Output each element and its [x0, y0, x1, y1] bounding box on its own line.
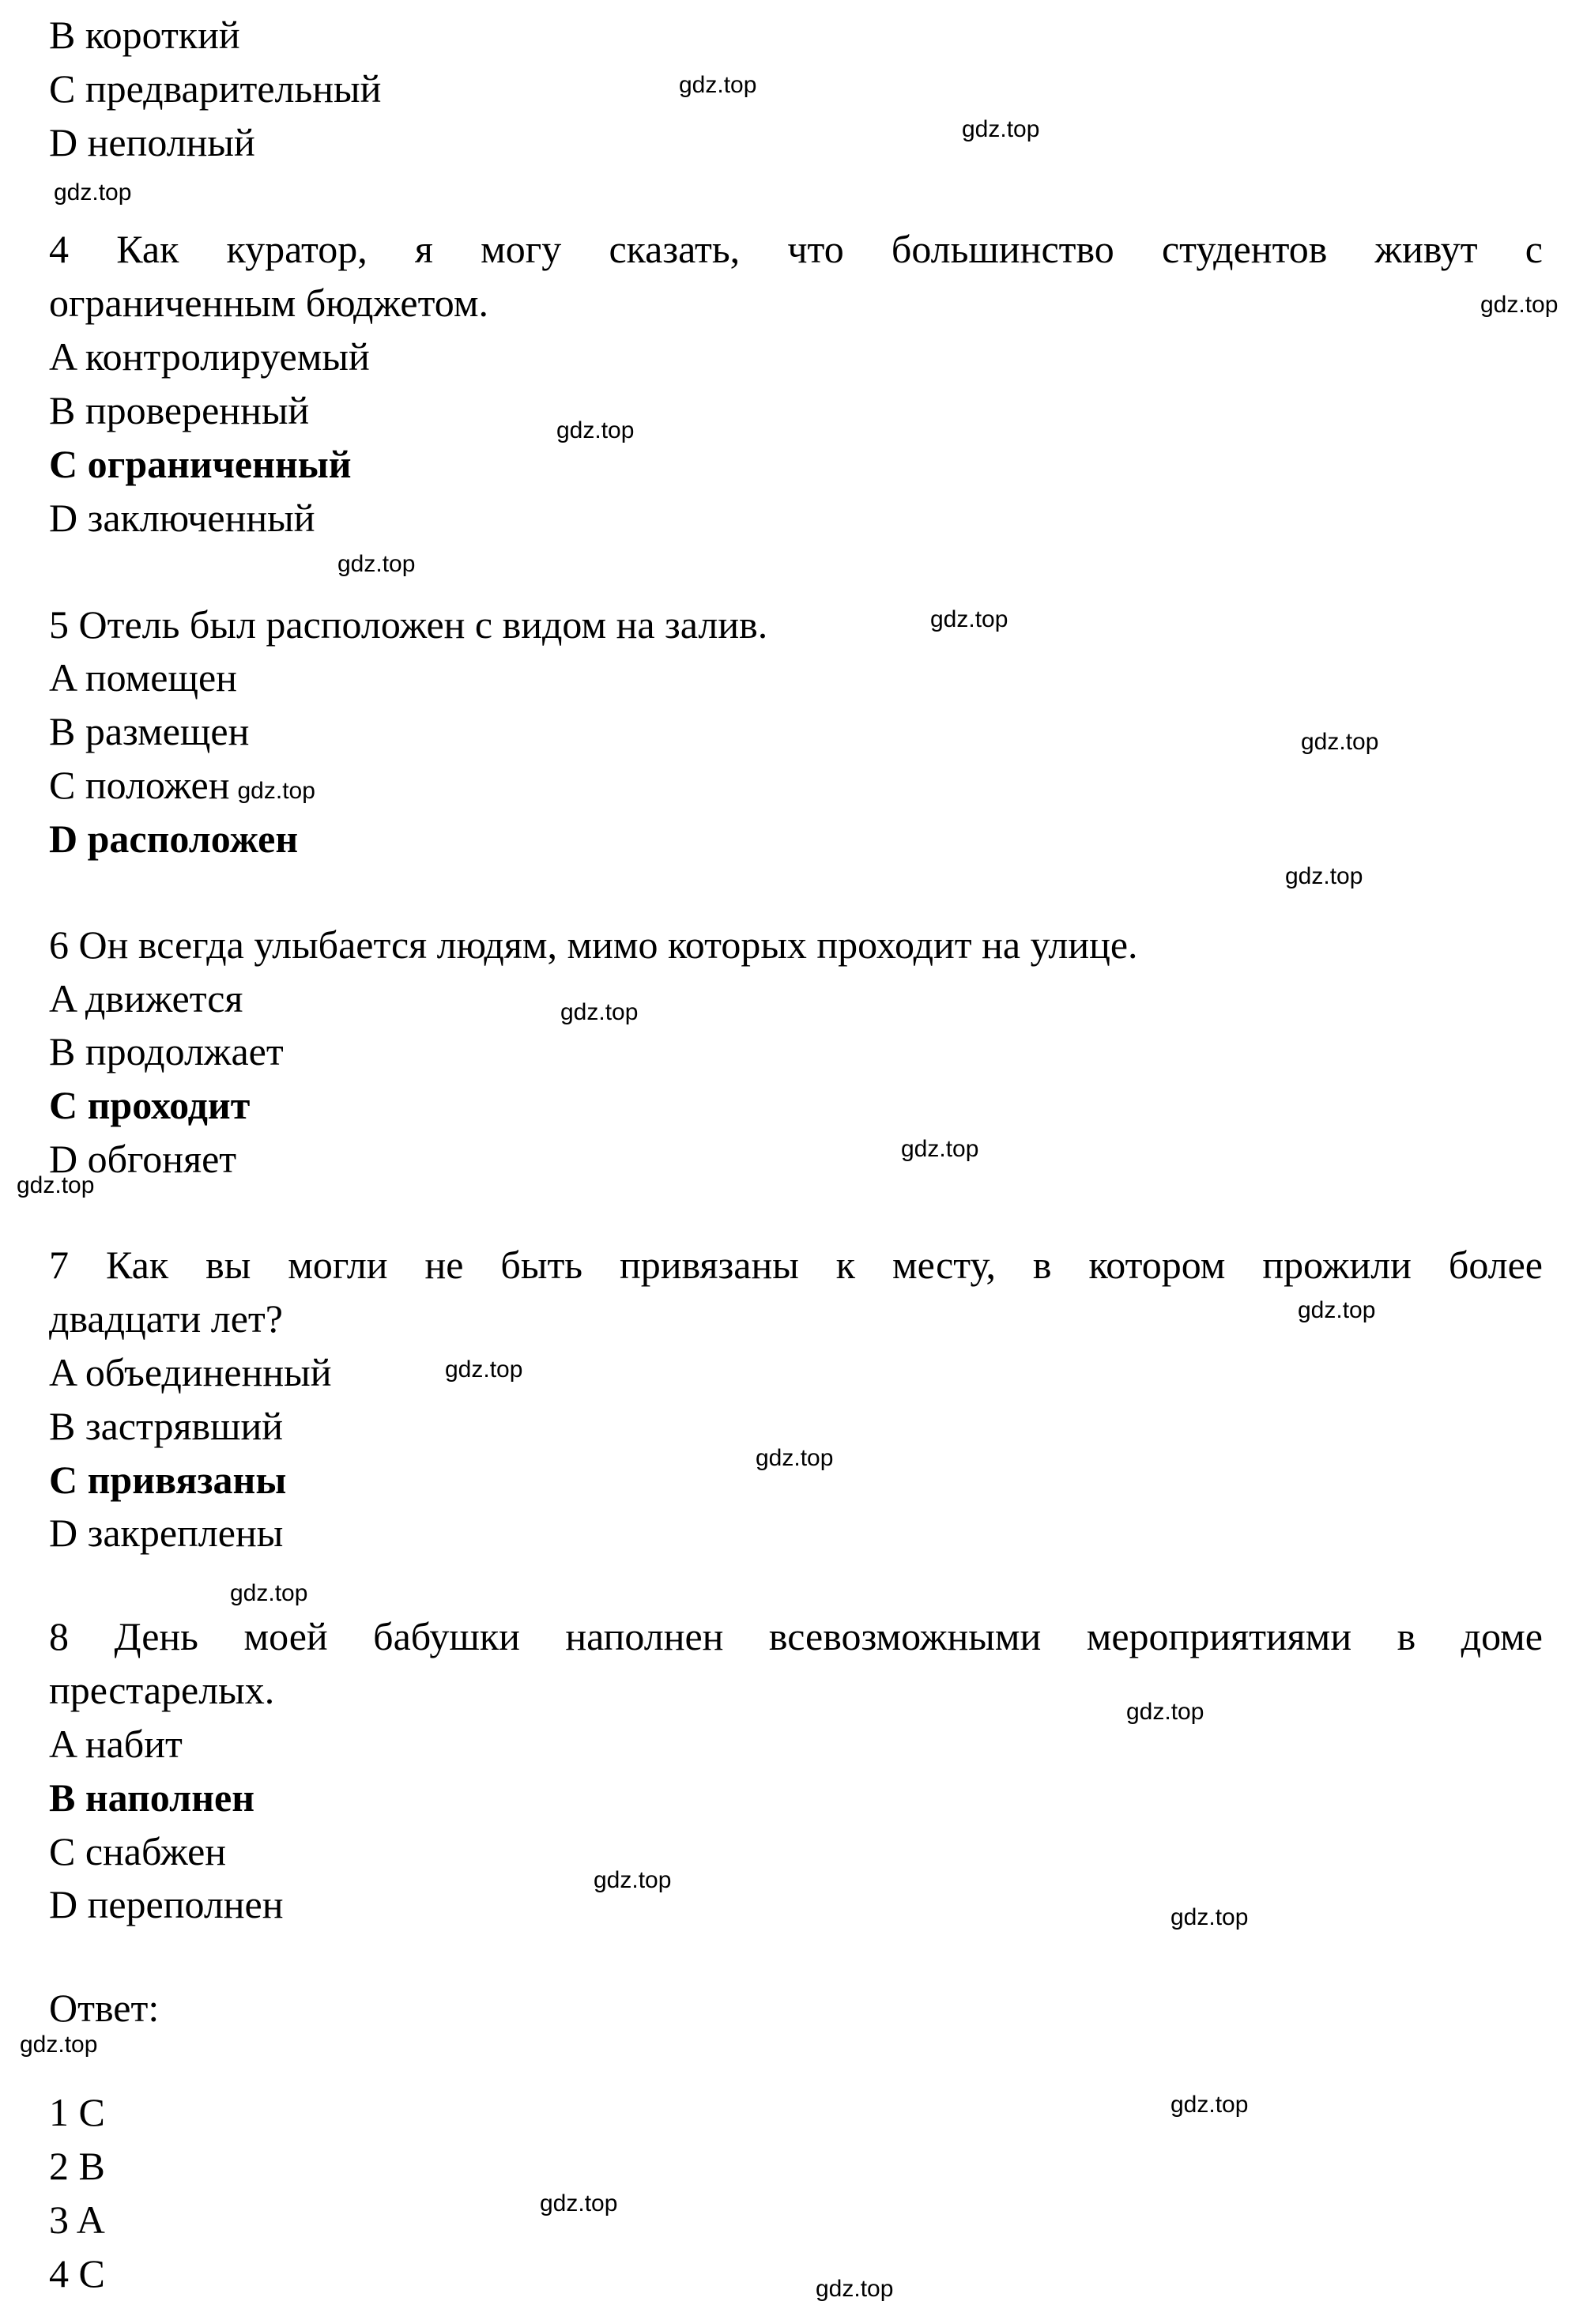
option-line: C снабжен [49, 1829, 227, 1873]
option-line: D переполнен [49, 1882, 284, 1926]
watermark-text: gdz.top [560, 999, 639, 1025]
watermark-text: gdz.top [679, 72, 757, 98]
answer-option-line: C ограниченный [49, 442, 352, 486]
option-line: D обгоняет [49, 1137, 237, 1181]
option-line: B продолжает [49, 1029, 284, 1073]
question-line: 5 Отель был расположен с видом на залив. [49, 602, 768, 647]
answer-option-line: C привязаны [49, 1458, 287, 1502]
option-line: B размещен [49, 709, 250, 753]
watermark-text: gdz.top [1170, 2092, 1249, 2118]
answer-item: 3 A [49, 2198, 105, 2242]
watermark-text: gdz.top [1480, 292, 1559, 318]
option-line: A движется [49, 976, 243, 1021]
watermark-text: gdz.top [756, 1445, 834, 1471]
watermark-text: gdz.top [930, 606, 1008, 632]
watermark-text: gdz.top [1170, 1904, 1249, 1930]
question-line: двадцати лет? [49, 1296, 283, 1341]
answer-item: 2 B [49, 2144, 105, 2188]
watermark-text: gdz.top [816, 2276, 894, 2302]
watermark-text: gdz.top [20, 2032, 98, 2058]
option-line: B застрявший [49, 1404, 284, 1448]
option-text: C положен [49, 763, 230, 807]
watermark-text: gdz.top [594, 1867, 672, 1893]
option-line: D неполный [49, 120, 255, 164]
question-line: ограниченным бюджетом. [49, 281, 488, 325]
answer-option-line: C проходит [49, 1083, 251, 1127]
watermark-text: gdz.top [556, 417, 635, 443]
watermark-text: gdz.top [1126, 1699, 1204, 1725]
watermark-text: gdz.top [540, 2190, 618, 2216]
option-line: D закреплены [49, 1511, 284, 1555]
question-line: 7 Как вы могли не быть привязаны к месту, в котором прожили более [49, 1243, 1543, 1287]
watermark-text: gdz.top [337, 551, 416, 577]
watermark-text: gdz.top [17, 1172, 95, 1198]
option-line: C предварительный [49, 66, 382, 111]
option-line: B короткий [49, 13, 240, 57]
watermark-text: gdz.top [54, 179, 132, 206]
option-line: A объединенный [49, 1350, 332, 1394]
option-line: A контролируемый [49, 334, 370, 379]
question-line: 4 Как куратор, я могу сказать, что большинство студентов живут с [49, 227, 1543, 271]
answer-option-line: D расположен [49, 817, 299, 861]
watermark-text: gdz.top [962, 116, 1040, 142]
answer-option-line: B наполнен [49, 1775, 255, 1820]
question-line: престарелых. [49, 1668, 275, 1712]
option-line [49, 758, 315, 818]
watermark-text: gdz.top [237, 778, 315, 804]
watermark-text: gdz.top [230, 1580, 308, 1606]
question-line: 6 Он всегда улыбается людям, мимо которых проходит на улице. [49, 922, 1138, 967]
watermark-text: gdz.top [445, 1356, 523, 1383]
answer-item: 4 C [49, 2251, 105, 2296]
watermark-text: gdz.top [1301, 729, 1379, 755]
option-line: A набит [49, 1722, 183, 1766]
watermark-text: gdz.top [901, 1136, 979, 1162]
answer-item: 1 C [49, 2090, 105, 2134]
option-line: D заключенный [49, 496, 315, 540]
answer-heading: Ответ: [49, 1986, 160, 2030]
watermark-text: gdz.top [1285, 863, 1363, 889]
watermark-text: gdz.top [1298, 1297, 1376, 1323]
option-line: A помещен [49, 655, 237, 700]
option-line: B проверенный [49, 388, 310, 432]
question-line: 8 День моей бабушки наполнен всевозможными мероприятиями в доме [49, 1614, 1543, 1658]
